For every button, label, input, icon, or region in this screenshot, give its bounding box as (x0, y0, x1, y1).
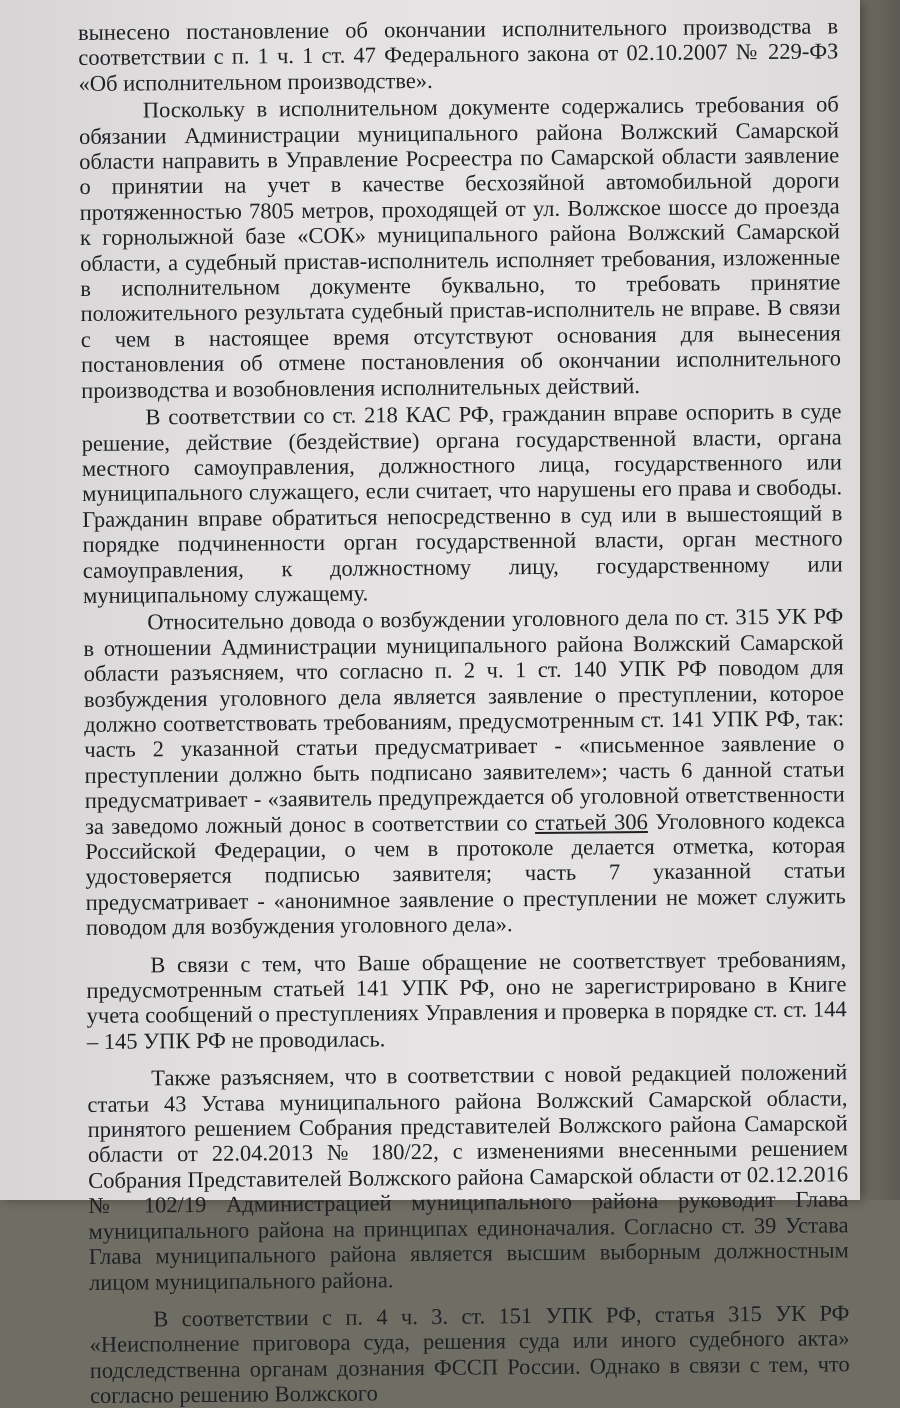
paragraph-criminal-case-text-start: Относительно довода о возбуждении уголовного дела по ст. 315 УК РФ в отношении Администрации муниципального района Волжский Самарской области разъясняем, что согласно п. 2 ч. 1 ст. 140 УПК РФ поводом для возбуждения уголовного дела является заявление о преступлении, которое должно соответствовать требованиям, предусмотренным ст. 141 УПК РФ, так: часть 2 указанной статьи предусматривает - «письменное заявление о преступлении должно быть подписано заявителем»; часть 6 данной статьи предусматривает - «заявитель предупреждается об уголовной ответственности за заведомо ложный донос в соответствии со (83, 603, 845, 839)
document-body (78, 13, 850, 1408)
paragraph-charter-article-43: Также разъясняем, что в соответствии с новой редакцией положений статьи 43 Устава муниципального района Волжский Самарской области, принятого решением Собрания представителей Волжского района Самарской области от 22.04.2013 № 180/22, с изменениями внесенными решением Собрания Представителей Волжского района Самарской области от 02.12.2016 № 102/19 Администрацией муниципального района руководит Глава муниципального района на принципах единоначалия. Согласно ст. 39 Устава Глава муниципального района является высшим выборным должностным лицом муниципального района. (87, 1059, 849, 1295)
paragraph-kas-218: В соответствии со ст. 218 КАС РФ, гражданин вправе оспорить в суде решение, действие (бездействие) органа государственной власти, органа местного самоуправления, должностного лица, государственного или муниципального служащего, если считает, что нарушены его права и свободы. Гражданин вправе обратиться непосредственно в суд или в вышестоящий в порядке подчиненности орган государственной власти, орган местного самоуправления, к должностному лицу, государственному или муниципальному служащему. (81, 398, 843, 608)
paragraph-criminal-case (83, 604, 846, 941)
paragraph-appeal-not-registered: В связи с тем, что Ваше обращение не соответствует требованиям, предусмотренным статьей 141 УПК РФ, оно не зарегистрировано в Книге учета сообщений о преступлениях Управления и проверка в порядке ст. ст. 144 – 145 УПК РФ не проводилась. (86, 945, 847, 1054)
paragraph-criminal-case-text-end: Уголовного кодекса Российской Федерации, о чем в протоколе делается отметка, которая удостоверяется подписью заявителя; часть 7 указанной статьи предусматривает - «анонимное заявление о преступлении не может служить поводом для возбуждения уголовного дела». (85, 806, 846, 941)
paragraph-enforcement-closure: вынесено постановление об окончании исполнительного производства в соответствии с п. 1 ч. 1 ст. 47 Федерального закона от 02.10.2007 № 229-ФЗ «Об исполнительном производстве». (78, 13, 839, 96)
paragraph-road-registration: Поскольку в исполнительном документе содержались требования об обязании Администрации муниципального района Волжский Самарской области направить в Управление Росреестра по Самарской области заявление о принятии на учет в качестве бесхозяйной автомобильной дороги протяженностью 7805 метров, проходящей от ул. Волжское шоссе до проезда к горнолыжной базе «СОК» муниципального района Волжский Самарской области, а судебный пристав-исполнитель исполняет требования, изложенные в исполнительном документе буквально, то требовать принятие положительного результата судебный пристав-исполнитель не вправе. В связи с чем в настоящее время отсутствуют основания для вынесения постановления об отмене постановления об окончании исполнительного производства и возобновления исполнительных действий. (78, 91, 842, 403)
paragraph-upk-151: В соответствии с п. 4 ч. 3. ст. 151 УПК РФ, статья 315 УК РФ «Неисполнение приговора суда, решения суда или иного судебного акта» подследственна органам дознания ФССП России. Однако в связи с тем, что согласно решению Волжского (89, 1300, 850, 1408)
article-306-link[interactable]: статьей 306 (534, 808, 648, 835)
